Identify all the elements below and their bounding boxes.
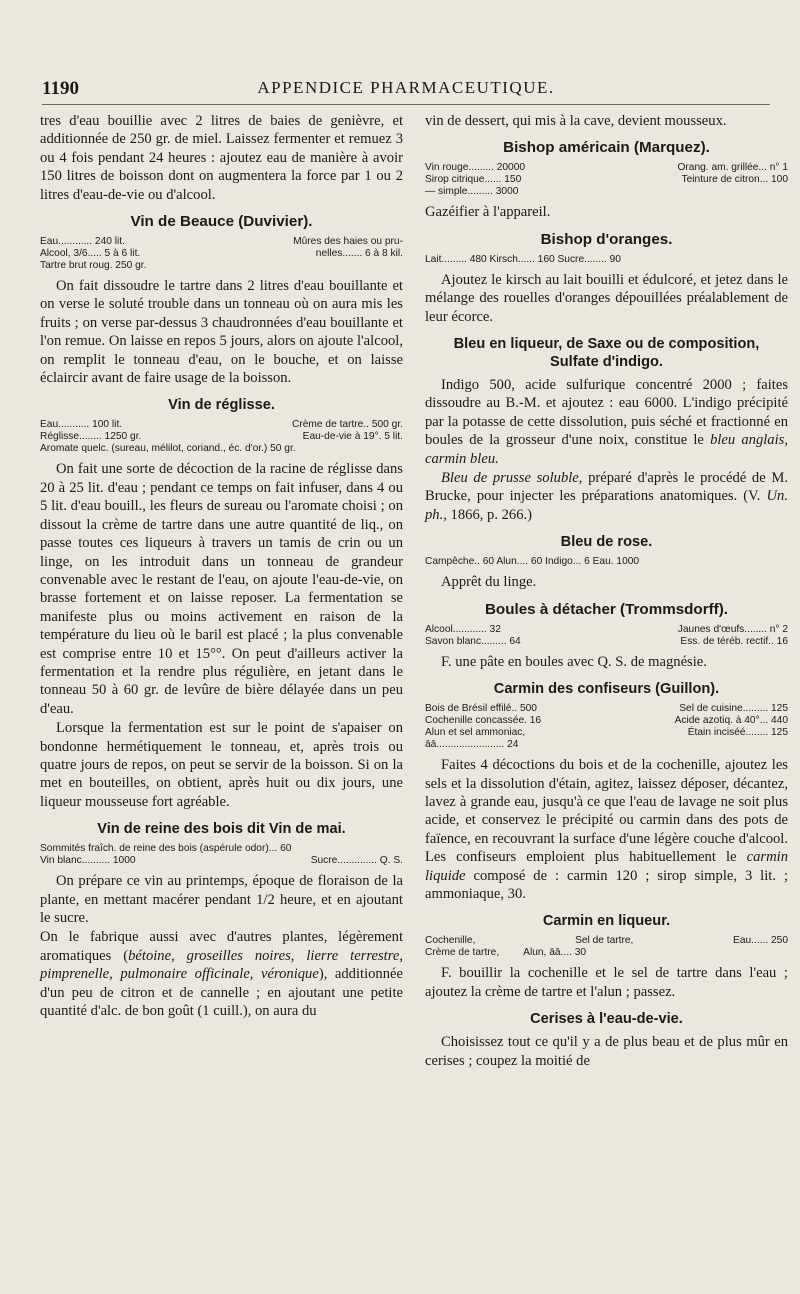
ingredient: Sel de cuisine......... 125 [679, 703, 788, 715]
ingredient: Sommités fraîch. de reine des bois (aspérule odor)... 60 [40, 843, 292, 855]
ingredient: Campêche.. 60 Alun.... 60 Indigo... 6 Eau. 1000 [425, 556, 640, 568]
ingredient-list [425, 624, 788, 648]
ingredient: Cochenille, [425, 935, 476, 947]
text-run: ), additionnée d'un peu de citron et de cannelle ; en ajoutant une petite quantité d'alc. de bon goût (1 cuill.), on aura du [40, 966, 403, 1020]
paragraph: vin de dessert, qui mis à la cave, devient mousseux. [425, 113, 727, 129]
heading-line: Sulfate d'indigo. [550, 354, 663, 371]
recipe-heading-bleu-en-liqueur [425, 335, 788, 371]
recipe-heading-carmin-des-confiseurs: Carmin des confiseurs (Guillon). [493, 681, 720, 698]
ingredient: Réglisse........ 1250 gr. [40, 431, 142, 443]
page-number: 1190 [42, 78, 79, 99]
text-run: On le fabrique aussi avec d'autres plantes, légèrement aromatiques ( [40, 929, 403, 964]
ingredient: Cochenille concassée. 16 [425, 715, 542, 727]
ingredient: Alcool, 3/6..... 5 à 6 lit. [40, 248, 141, 260]
recipe-heading-cerises-a-l-eau-de-vie: Cerises à l'eau-de-vie. [530, 1011, 683, 1028]
ingredient: nelles....... 6 à 8 kil. [315, 248, 403, 260]
paragraph: Gazéifier à l'appareil. [425, 204, 551, 221]
ingredient: Teinture de citron... 100 [681, 174, 788, 186]
recipe-heading-vin-de-reine-des-bois: Vin de reine des bois dit Vin de mai. [97, 821, 346, 838]
ingredient: Lait......... 480 Kirsch...... 160 Sucre........ 90 [425, 253, 621, 265]
paragraph [425, 469, 788, 524]
paragraph: F. une pâte en boules avec Q. S. de magnésie. [441, 653, 707, 670]
paragraph [425, 756, 788, 903]
left-column [40, 112, 403, 1021]
paragraph: Choisissez tout ce qu'il y a de plus beau et de plus mûr en cerises ; coupez la moitié de [425, 1034, 788, 1069]
italic-run: carmin liquide [425, 849, 788, 884]
ingredient: Crème de tartre, [425, 947, 500, 959]
paragraph: tres d'eau bouillie avec 2 litres de baies de genièvre, et additionnée de 250 gr. de miel. Laissez fermenter et remuez 3 ou 4 fois pendant 24 heures : ajoutez eau de manière à avoir 150 litres de boisson dont on augmentera la force par 1 ou 2 litres d'eau-de-vie ou d'alcool. [40, 113, 403, 203]
paragraph: Lorsque la fermentation est sur le point de s'apaiser on bondonne hermétiquement le tonneau, et, après trois ou quatre jours de repos, on peut se servir de la boisson. Si on la met en bouteilles, on obtient, après huit ou dix jours, une liqueur mousseuse fort agréable. [40, 720, 403, 810]
italic-run: Bleu de prusse soluble [441, 470, 579, 487]
ingredient-list [425, 254, 788, 266]
text-run: composé de : carmin 120 ; sirop simple, 3 lit. ; ammoniaque, 30. [425, 867, 788, 902]
ingredient: Ess. de téréb. rectif.. 16 [680, 635, 788, 647]
paragraph: On prépare ce vin au printemps, époque de floraison de la plante, en mettant macérer pendant 1/2 heure, et en ajoutant le sucre. [40, 873, 403, 926]
ingredient: Jaunes d'œufs........ n° 2 [677, 623, 788, 635]
recipe-heading-bleu-de-rose: Bleu de rose. [560, 534, 653, 551]
recipe-heading-bishop-d-oranges: Bishop d'oranges. [540, 230, 673, 248]
ingredient-list [40, 419, 403, 455]
ingredient: Alcool............ 32 [425, 623, 501, 635]
paragraph [425, 376, 788, 468]
ingredient: Orang. am. grillée... n° 1 [677, 162, 788, 174]
ingredient: Crème de tartre.. 500 gr. [292, 419, 403, 431]
text-run: Indigo 500, acide sulfurique concentré 2000 ; faites dissoudre au B.-M. et ajoutez : eau 6000. L'indigo précipité par la potasse de cette dissolution, puis séché et fractionné en boules de la grosseur d'une noix, constitue le [425, 377, 788, 449]
paragraph [40, 928, 403, 1020]
ingredient: Vin blanc.......... 1000 [40, 855, 136, 867]
recipe-heading-carmin-en-liqueur: Carmin en liqueur. [542, 913, 671, 930]
ingredient: āā........................ 24 [425, 739, 519, 751]
running-header [42, 78, 770, 105]
ingredient-list [425, 703, 788, 751]
recipe-heading-vin-de-beauce: Vin de Beauce (Duvivier). [130, 213, 313, 231]
ingredient: Tartre brut roug. 250 gr. [40, 260, 147, 272]
ingredient-list [40, 843, 403, 867]
paragraph: On fait dissoudre le tartre dans 2 litres d'eau bouillante et on verse le soluté trouble dans un tonneau où on aura mis les fruits ; on verse par-dessus 3 chaudronnées d'eau bouillante et l'on remue. On laisse en repos 5 jours, alors on ajoute l'alcool, on remplit le tonneau d'eau, on le bouche, et on laisse éclaircir avant de faire usage de la boisson. [40, 278, 403, 387]
paragraph: On fait une sorte de décoction de la racine de réglisse dans 20 à 25 lit. d'eau ; pendant ce temps on fait infuser, dans 4 ou 5 lit. d'eau bouill., les fleurs de sureau ou l'aromate choisi ; on dissout la crème de tartre dans une autre quantité de liq., on passe toutes ces liqueurs à travers un tamis de crin ou un linge, on les introduit dans un tonneau de grandeur convenable avec le restant de l'eau, on ajoute l'eau-de-vie, on brasse fortement et on laisse reposer. La fermentation se manifeste plus ou moins activement en raison de la température du lieu où le baril est placé ; la plus convenable est comprise entre 10 et 15°°. On peut d'ailleurs activer la fermentation et la rendre plus régulière, en jetant dans le tonneau 50 à 60 gr. de levûre de bière délayée dans un peu d'eau. [40, 461, 403, 717]
italic-run: Un. ph. [425, 488, 788, 523]
ingredient: Eau...... 250 [733, 935, 788, 947]
text-run: Faites 4 décoctions du bois et de la cochenille, ajoutez les sels et la dissolution d'étain, agitez, laissez déposer, décantez, lavez à grande eau, jusqu'à ce que l'eau de lavage ne soit plus acide, et conservez le précipité ou carmin dans des pots de faïence, en recouvrant la surface d'une légère couche d'alcool. Les confiseurs emploient plus habituellement le [425, 757, 788, 866]
heading-line: Bleu en liqueur, de Saxe ou de composition, [453, 336, 760, 353]
running-title: APPENDICE PHARMACEUTIQUE. [257, 78, 555, 97]
ingredient: Étain inciséé........ 125 [687, 727, 788, 739]
recipe-heading-boules-a-detacher: Boules à détacher (Trommsdorff). [484, 600, 729, 618]
ingredient: Savon blanc......... 64 [425, 635, 521, 647]
paragraph: Apprêt du linge. [441, 574, 537, 591]
ingredient: Eau........... 100 lit. [40, 419, 123, 431]
ingredient-list [425, 556, 788, 568]
ingredient: Alun et sel ammoniac, [425, 727, 526, 739]
ingredient-list [40, 236, 403, 272]
ingredient: Mûres des haies ou pru- [293, 236, 403, 248]
italic-run: bétoine, groseilles noires, lierre terrestre, pimprenelle, pulmonaire officinale, véronique [40, 947, 403, 983]
ingredient: Alun, āā.... 30 [523, 947, 587, 959]
ingredient-list [425, 935, 788, 959]
paragraph: Ajoutez le kirsch au lait bouilli et édulcoré, et jetez dans le mélange des rouelles d'oranges dépouillées préalablement de leur écorce. [425, 271, 788, 325]
paragraph: F. bouillir la cochenille et le sel de tartre dans l'eau ; ajoutez la crème de tartre et l'alun ; passez. [425, 965, 788, 1000]
ingredient: Acide azotiq. à 40°... 440 [674, 715, 788, 727]
recipe-heading-bishop-americain: Bishop américain (Marquez). [503, 139, 710, 157]
ingredient: Bois de Brésil effilé.. 500 [425, 703, 537, 715]
recipe-heading-vin-de-reglisse: Vin de réglisse. [168, 397, 275, 414]
ingredient: Sirop citrique...... 150 [425, 174, 522, 186]
text-run: , 1866, p. 266.) [443, 506, 533, 523]
ingredient: — simple......... 3000 [425, 186, 519, 198]
ingredient: Eau............ 240 lit. [40, 236, 125, 248]
ingredient: Sel de tartre, [575, 935, 634, 947]
ingredient-list [425, 162, 788, 198]
italic-run: bleu anglais, carmin bleu. [425, 432, 788, 467]
ingredient: Eau-de-vie à 19°. 5 lit. [302, 431, 403, 443]
right-column [425, 112, 788, 1071]
text-run: , préparé d'après le procédé de M. Brucke, pour injecter les préparations anatomiques. (V. [425, 470, 788, 505]
ingredient: Aromate quelc. (sureau, mélilot, coriand., éc. d'or.) 50 gr. [40, 443, 296, 455]
ingredient: Sucre.............. Q. S. [310, 855, 403, 867]
ingredient: Vin rouge......... 20000 [425, 162, 526, 174]
